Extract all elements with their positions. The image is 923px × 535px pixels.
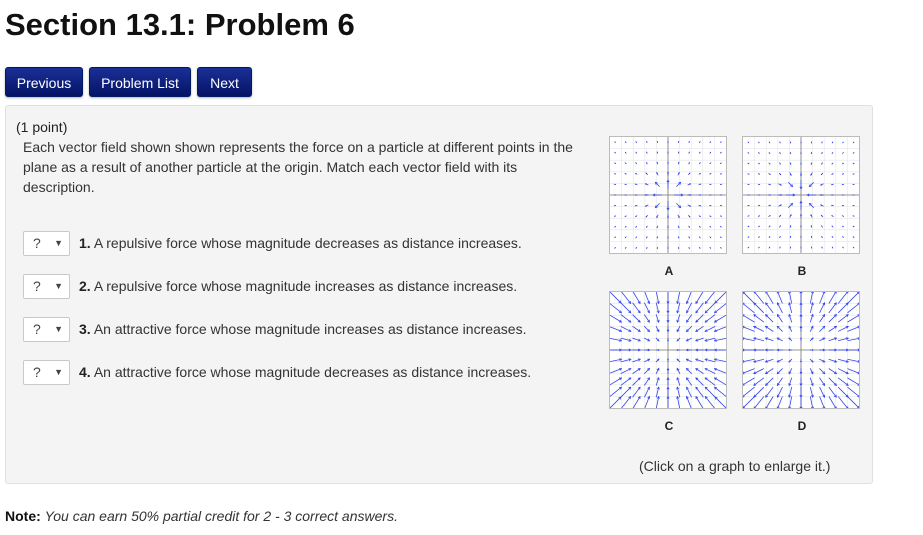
select-value: ? (33, 321, 41, 337)
question-statement: A repulsive force whose magnitude increases as distance increases. (93, 278, 518, 294)
note-label: Note: (5, 508, 41, 524)
enlarge-hint: (Click on a graph to enlarge it.) (639, 458, 831, 474)
answer-select-2[interactable] (23, 274, 70, 299)
question-text (79, 235, 522, 251)
problem-list-button[interactable]: Problem List (89, 67, 191, 97)
question-text (79, 278, 517, 294)
answer-select-1[interactable] (23, 231, 70, 256)
question-number: 3. (79, 321, 91, 337)
partial-credit-note (5, 508, 398, 524)
question-statement: An attractive force whose magnitude increases as distance increases. (93, 321, 527, 337)
question-number: 1. (79, 235, 91, 251)
vector-field-plot (743, 292, 859, 408)
graph-label-c: C (664, 419, 674, 433)
dropdown-arrow-icon: ▼ (54, 324, 63, 334)
question-number: 2. (79, 278, 91, 294)
select-value: ? (33, 235, 41, 251)
vector-field-graph-b[interactable] (742, 136, 860, 254)
page-title: Section 13.1: Problem 6 (5, 7, 355, 42)
dropdown-arrow-icon: ▼ (54, 367, 63, 377)
dropdown-arrow-icon: ▼ (54, 281, 63, 291)
answer-select-4[interactable] (23, 360, 70, 385)
question-statement: A repulsive force whose magnitude decreases as distance increases. (93, 235, 522, 251)
question-text (79, 364, 531, 380)
graph-label-d: D (797, 419, 807, 433)
question-1 (23, 230, 522, 256)
vector-field-plot (743, 137, 859, 253)
question-number: 4. (79, 364, 91, 380)
question-text (79, 321, 526, 337)
dropdown-arrow-icon: ▼ (54, 238, 63, 248)
vector-field-graph-c[interactable] (609, 291, 727, 409)
points-label: (1 point) (16, 119, 68, 135)
question-statement: An attractive force whose magnitude decreases as distance increases. (93, 364, 532, 380)
previous-button[interactable]: Previous (5, 67, 83, 97)
graph-label-a: A (664, 264, 674, 278)
problem-description: Each vector field shown shown represents the force on a particle at different points in the plane as a result of another particle at the origin. Match each vector field with its description. (23, 139, 573, 195)
vector-field-plot (610, 292, 726, 408)
select-value: ? (33, 364, 41, 380)
select-value: ? (33, 278, 41, 294)
problem-panel (5, 105, 873, 484)
vector-field-graph-a[interactable] (609, 136, 727, 254)
problem-nav (5, 67, 252, 97)
question-3 (23, 316, 526, 342)
vector-field-plot (610, 137, 726, 253)
answer-select-3[interactable] (23, 317, 70, 342)
question-2 (23, 273, 517, 299)
note-text: You can earn 50% partial credit for 2 - 3 correct answers. (44, 508, 398, 524)
graph-label-b: B (797, 264, 807, 278)
next-button[interactable]: Next (197, 67, 252, 97)
question-4 (23, 359, 531, 385)
vector-field-graph-d[interactable] (742, 291, 860, 409)
